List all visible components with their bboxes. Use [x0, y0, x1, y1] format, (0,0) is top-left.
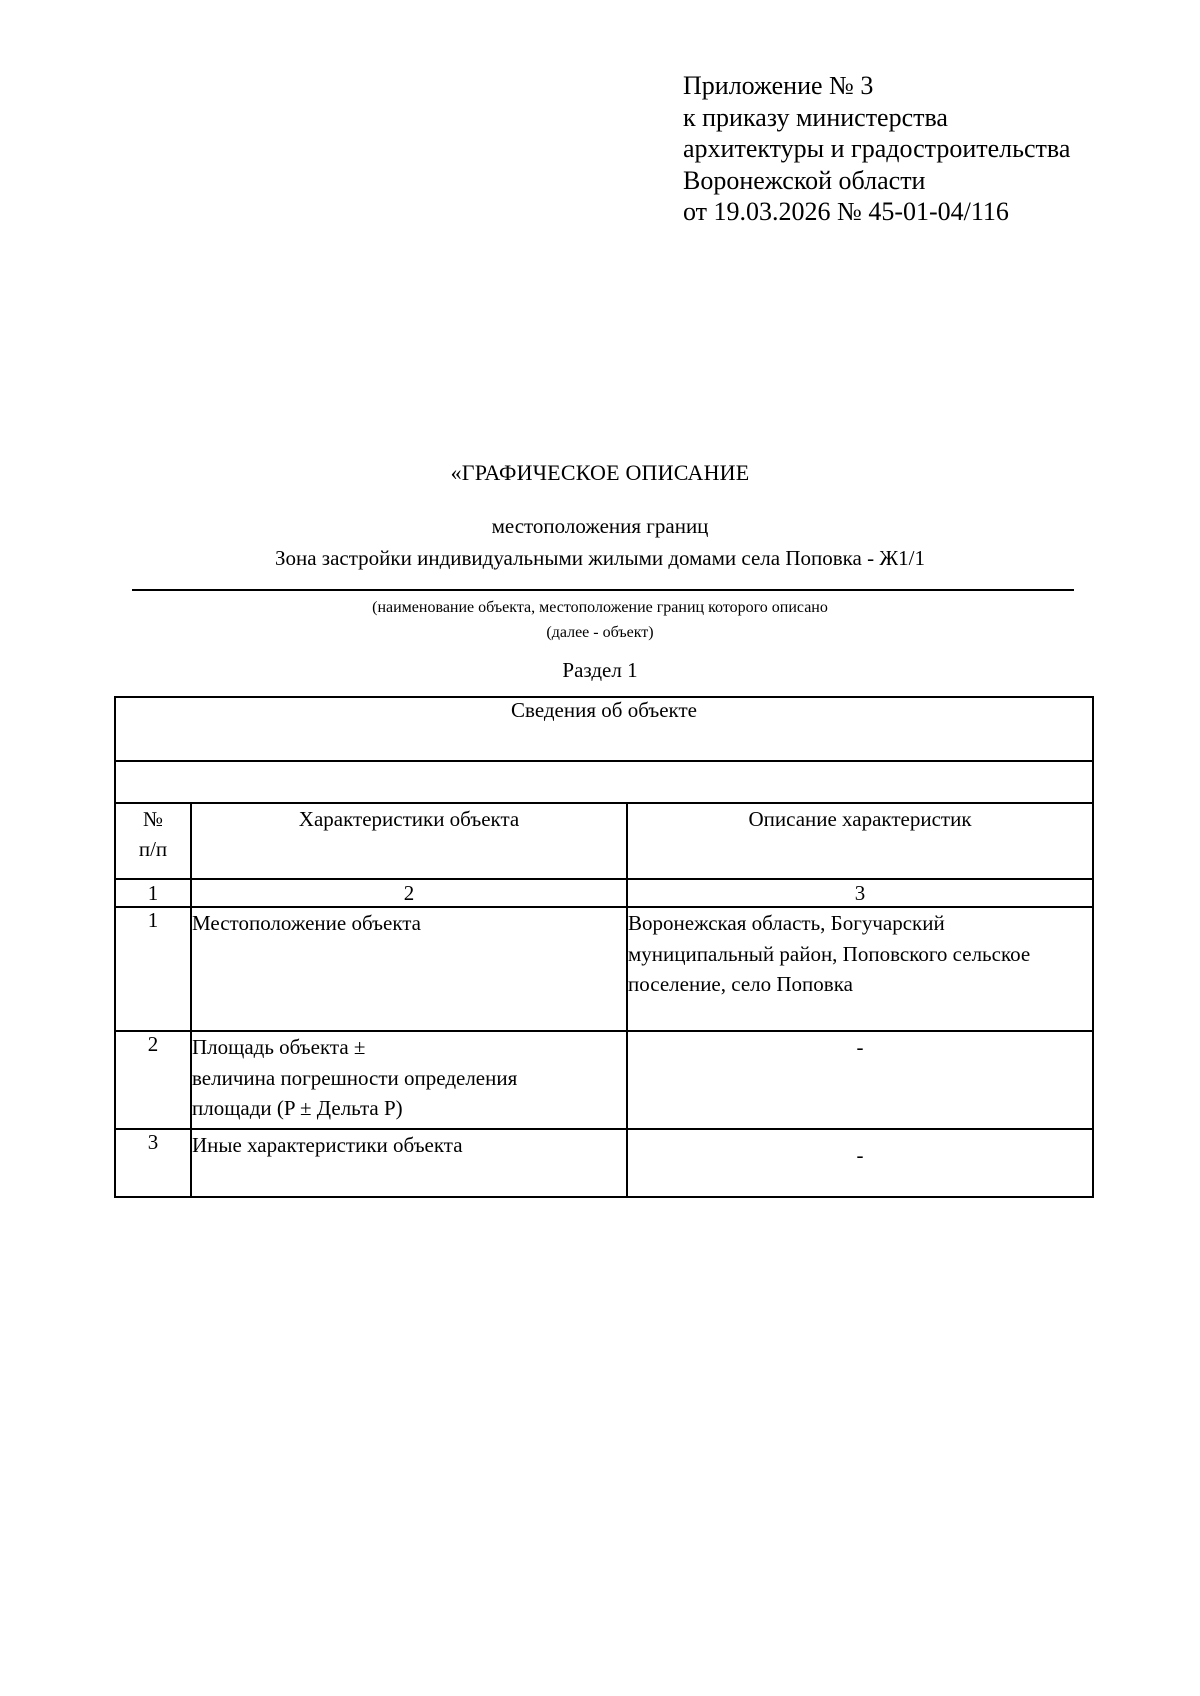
document-title: «ГРАФИЧЕСКОЕ ОПИСАНИЕ [450, 460, 750, 485]
column-number: 3 [627, 879, 1093, 907]
object-name-note [0, 595, 1200, 645]
header-num [115, 803, 191, 879]
row-characteristic: Местоположение объекта [191, 907, 627, 1031]
row-characteristic: Иные характеристики объекта [191, 1129, 627, 1197]
row-description: - [627, 1031, 1093, 1129]
header-characteristics: Характеристики объекта [191, 803, 627, 879]
row-description: Воронежская область, Богучарский муниципальный район, Поповского сельское поселение, село Поповка [627, 907, 1093, 1031]
table-empty-row [115, 761, 1093, 803]
table-caption-row [115, 697, 1093, 761]
characteristic-line: величина погрешности определения [192, 1065, 518, 1090]
appendix-line: архитектуры и градостроительства [683, 134, 1071, 163]
appendix-line: от 19.03.2026 № 45-01-04/116 [683, 197, 1009, 226]
row-number: 3 [115, 1129, 191, 1197]
table-header-row [115, 803, 1093, 879]
appendix-reference [683, 70, 1070, 228]
row-number: 1 [115, 907, 191, 1031]
header-num-line: № [142, 807, 164, 831]
column-number-row [115, 879, 1093, 907]
note-line: (далее - объект) [546, 624, 654, 641]
section-heading: Раздел 1 [562, 658, 638, 682]
header-description: Описание характеристик [627, 803, 1093, 879]
column-number: 1 [115, 879, 191, 907]
table-row [115, 1129, 1093, 1197]
row-number: 2 [115, 1031, 191, 1129]
header-num-line: п/п [138, 837, 168, 861]
document-subtitle: местоположения границ [491, 514, 709, 538]
appendix-line: к приказу министерства [683, 102, 948, 132]
object-info-table [114, 696, 1094, 1198]
appendix-line: Приложение № 3 [683, 71, 874, 100]
row-description: - [627, 1129, 1093, 1197]
column-number: 2 [191, 879, 627, 907]
table-row [115, 1031, 1093, 1129]
characteristic-line: Площадь объекта ± [192, 1035, 366, 1059]
object-name: Зона застройки индивидуальными жилыми домами села Поповка - Ж1/1 [274, 546, 926, 570]
note-line: (наименование объекта, местоположение границ которого описано [372, 599, 828, 616]
table-row [115, 907, 1093, 1031]
table-caption: Сведения об объекте [115, 697, 1093, 761]
appendix-line: Воронежской области [683, 165, 926, 195]
underline-rule [132, 589, 1074, 591]
empty-cell [115, 761, 1093, 803]
row-characteristic [191, 1031, 627, 1129]
characteristic-line: площади (P ± Дельта P) [192, 1096, 403, 1120]
